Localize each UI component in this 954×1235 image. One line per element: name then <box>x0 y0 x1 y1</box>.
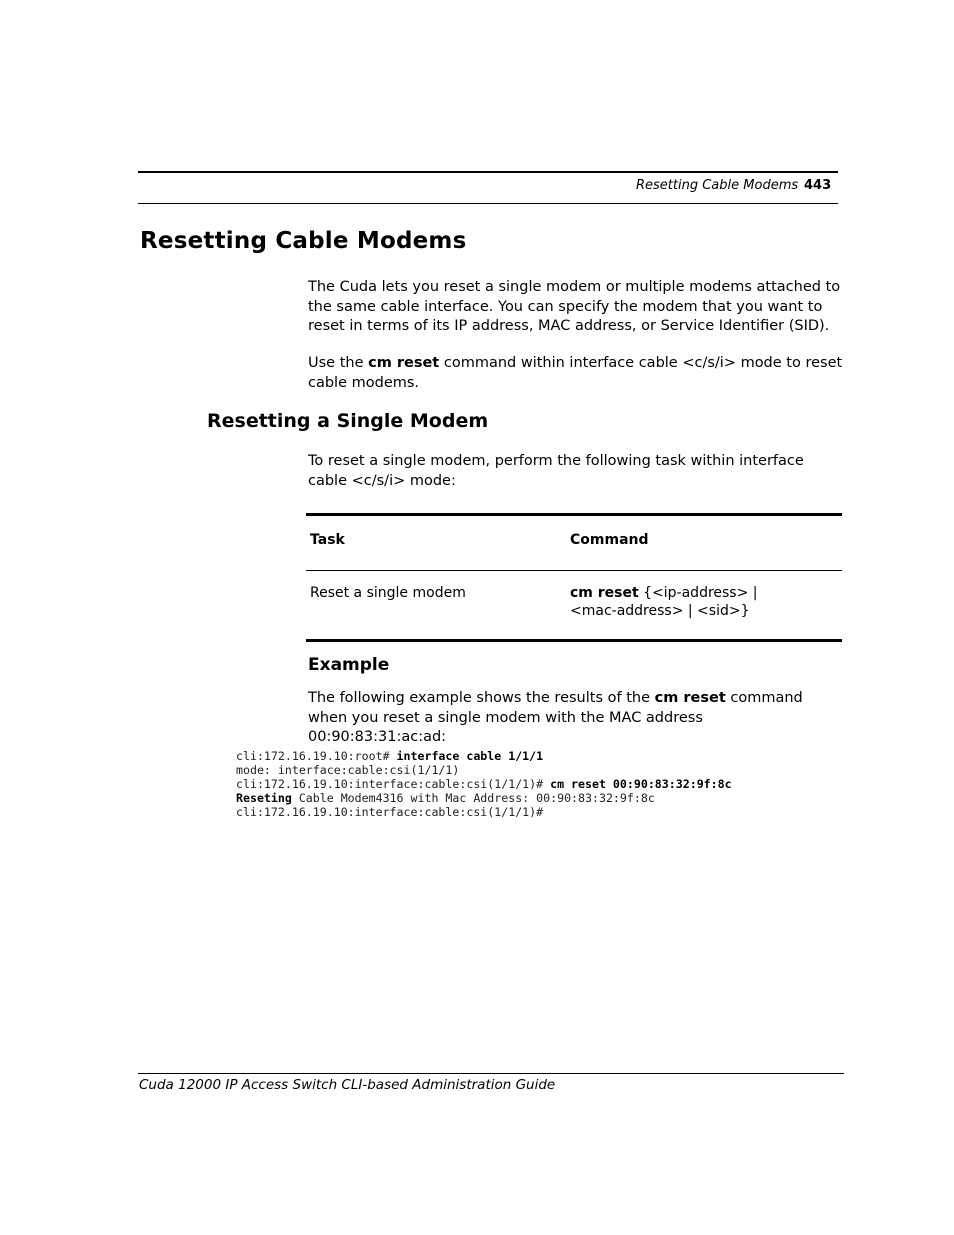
section-title: Resetting Cable Modems <box>140 228 467 254</box>
code-line-1-prompt: cli:172.16.19.10:root# <box>236 749 397 763</box>
example-text-after: command when you reset a single modem with the MAC address 00:90:83:31:ac:ad: <box>308 690 803 745</box>
subsection-lead: To reset a single modem, perform the following task within interface cable <c/s/i> mode: <box>308 453 804 489</box>
usage-text-after: command within interface cable <c/s/i> mode to reset cable modems. <box>308 355 843 391</box>
code-line-4-rest: Cable Modem4316 with Mac Address: 00:90:83:32:9f:8c <box>291 791 655 805</box>
example-heading: Example <box>308 655 390 675</box>
code-line-2: mode: interface:cable:csi(1/1/1) <box>236 763 460 777</box>
footer-rule <box>138 1073 844 1074</box>
table-cell-command-name: cm reset <box>570 585 639 601</box>
example-text-before: The following example shows the results of the <box>308 690 655 706</box>
usage-command: cm reset <box>368 355 440 371</box>
table-bottom-rule <box>306 639 842 642</box>
table-top-rule <box>306 513 842 516</box>
usage-text-before: Use the <box>308 355 369 371</box>
table-cell-command-args1: {<ip-address> | <box>638 585 758 601</box>
example-command: cm reset <box>654 690 726 706</box>
table-cell-task: Reset a single modem <box>310 585 466 601</box>
code-line-3-prompt: cli:172.16.19.10:interface:cable:csi(1/1/1)# <box>236 777 551 791</box>
table-header-command: Command <box>570 532 649 548</box>
table-cell-command <box>570 585 830 620</box>
example-paragraph <box>308 689 844 748</box>
code-example <box>236 749 732 819</box>
intro-paragraph: The Cuda lets you reset a single modem or multiple modems attached to the same cable interface. You can specify the modem that you want to reset in terms of its IP address, MAC address, or Service Identifier (SID). <box>308 279 841 334</box>
code-line-4-bold: Reseting <box>236 791 292 805</box>
page-number: 443 <box>804 178 832 193</box>
code-line-5: cli:172.16.19.10:interface:cable:csi(1/1/1)# <box>236 805 544 819</box>
table-header-rule <box>306 570 842 571</box>
subsection-title: Resetting a Single Modem <box>207 410 489 432</box>
usage-paragraph <box>308 354 844 393</box>
table-cell-command-args2: <mac-address> | <sid>} <box>570 602 750 619</box>
header-bottom-rule <box>138 203 838 204</box>
footer-text: Cuda 12000 IP Access Switch CLI-based Administration Guide <box>139 1077 556 1093</box>
table-header-task: Task <box>310 532 345 548</box>
running-title: Resetting Cable Modems <box>636 178 799 193</box>
header-top-rule <box>138 171 838 173</box>
code-line-1-command: interface cable 1/1/1 <box>396 749 544 763</box>
code-line-3-command: cm reset 00:90:83:32:9f:8c <box>550 777 732 791</box>
